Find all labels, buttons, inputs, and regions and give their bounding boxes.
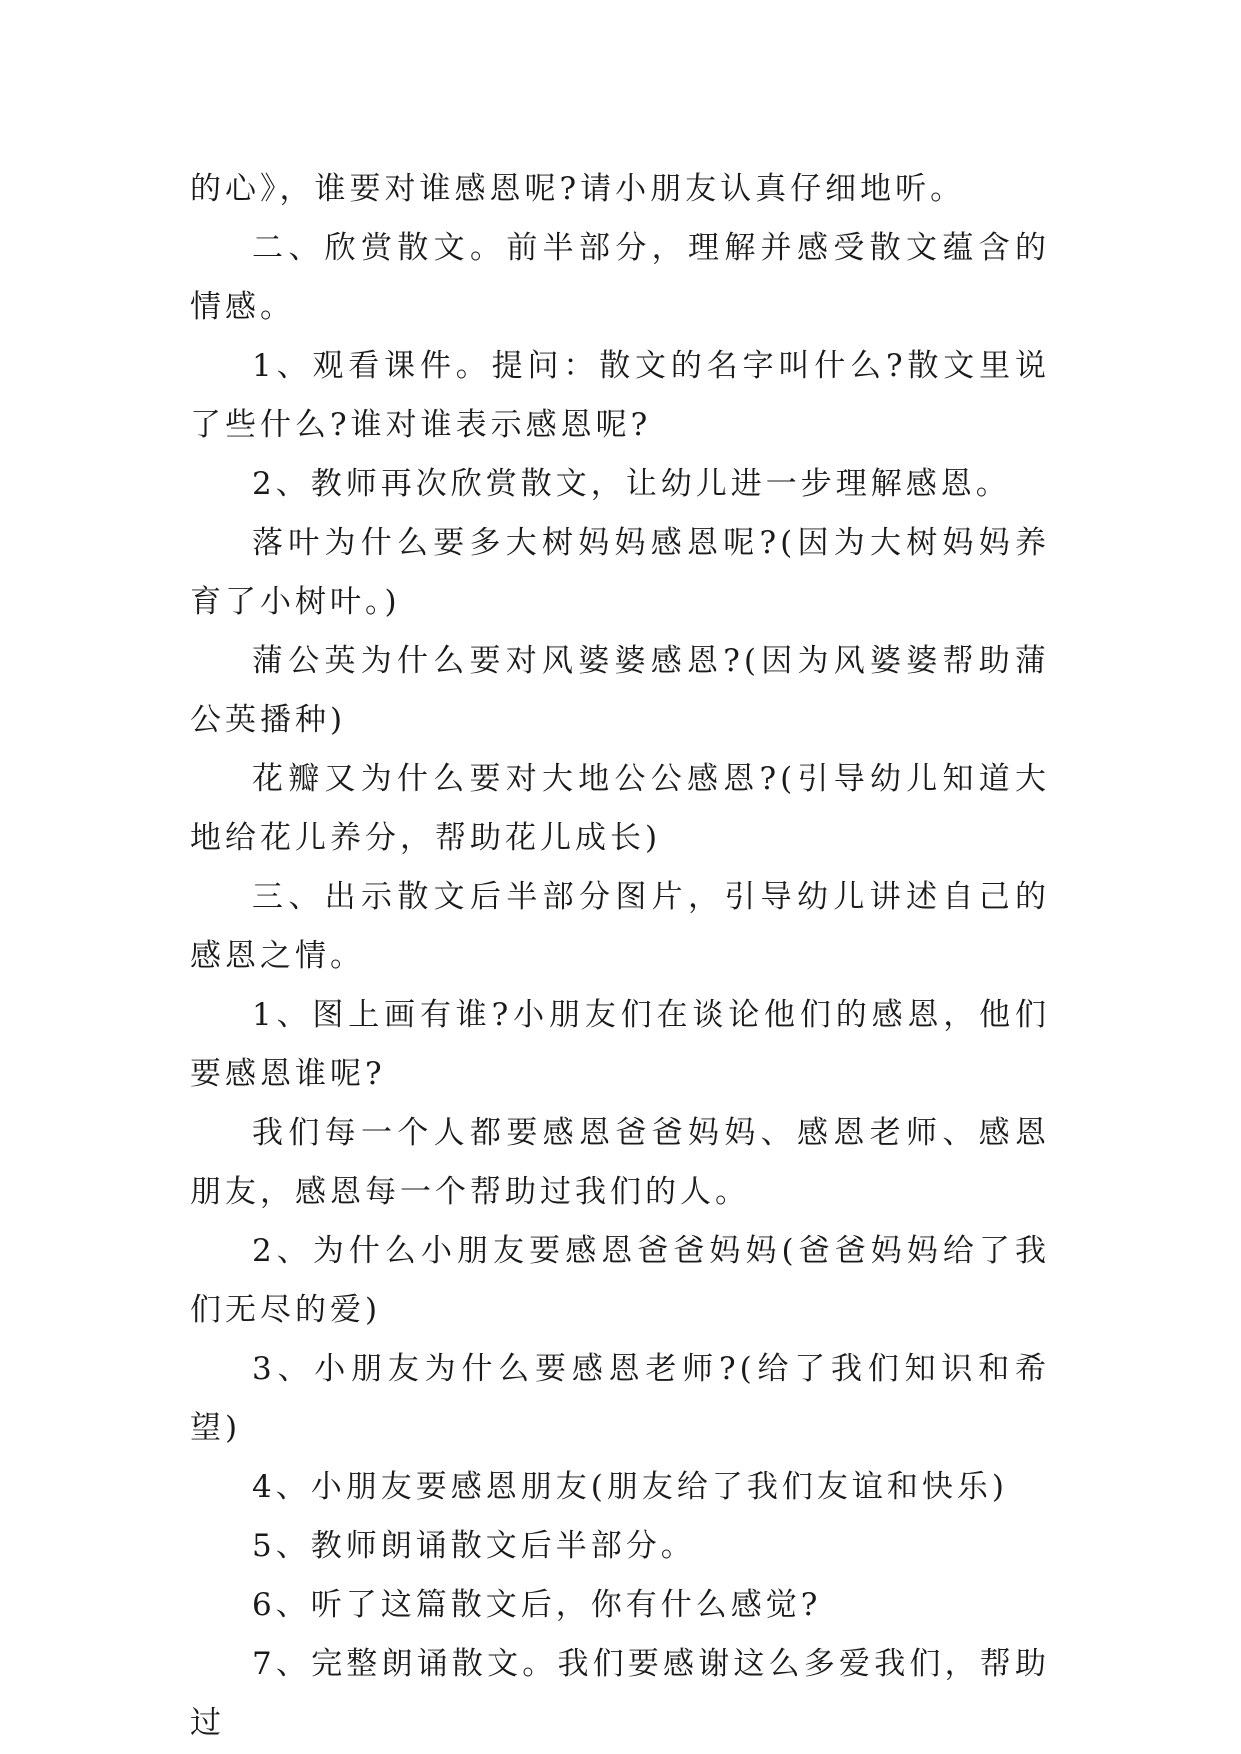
paragraph: 4、小朋友要感恩朋友(朋友给了我们友谊和快乐) [252, 1469, 1008, 1505]
paragraph: 1、观看课件。提问：散文的名字叫什么?散文里说了些什么?谁对谁表示感恩呢? [190, 348, 1050, 443]
paragraph: 花瓣又为什么要对大地公公感恩?(引导幼儿知道大地给花儿养分，帮助花儿成长) [190, 761, 1050, 856]
paragraph: 5、教师朗诵散文后半部分。 [252, 1528, 696, 1564]
paragraph: 2、为什么小朋友要感恩爸爸妈妈(爸爸妈妈给了我们无尽的爱) [190, 1233, 1050, 1328]
paragraph-section-two-heading: 二、欣赏散文。前半部分，理解并感受散文蕴含的情感。 [190, 230, 1050, 325]
paragraph: 7、完整朗诵散文。我们要感谢这么多爱我们，帮助过 [190, 1646, 1050, 1741]
paragraph: 蒲公英为什么要对风婆婆感恩?(因为风婆婆帮助蒲公英播种) [190, 643, 1050, 738]
paragraph: 落叶为什么要多大树妈妈感恩呢?(因为大树妈妈养育了小树叶。) [190, 525, 1050, 620]
paragraph-section-three-heading: 三、出示散文后半部分图片，引导幼儿讲述自己的感恩之情。 [190, 879, 1050, 974]
paragraph: 3、小朋友为什么要感恩老师?(给了我们知识和希望) [190, 1351, 1050, 1446]
document-body [190, 160, 1050, 1753]
paragraph: 我们每一个人都要感恩爸爸妈妈、感恩老师、感恩朋友，感恩每一个帮助过我们的人。 [190, 1115, 1050, 1210]
paragraph: 6、听了这篇散文后，你有什么感觉? [252, 1587, 822, 1623]
paragraph: 2、教师再次欣赏散文，让幼儿进一步理解感恩。 [252, 466, 1011, 502]
paragraph-continued: 的心》，谁要对谁感恩呢?请小朋友认真仔细地听。 [190, 171, 966, 207]
paragraph: 1、图上画有谁?小朋友们在谈论他们的感恩，他们要感恩谁呢? [190, 997, 1050, 1092]
